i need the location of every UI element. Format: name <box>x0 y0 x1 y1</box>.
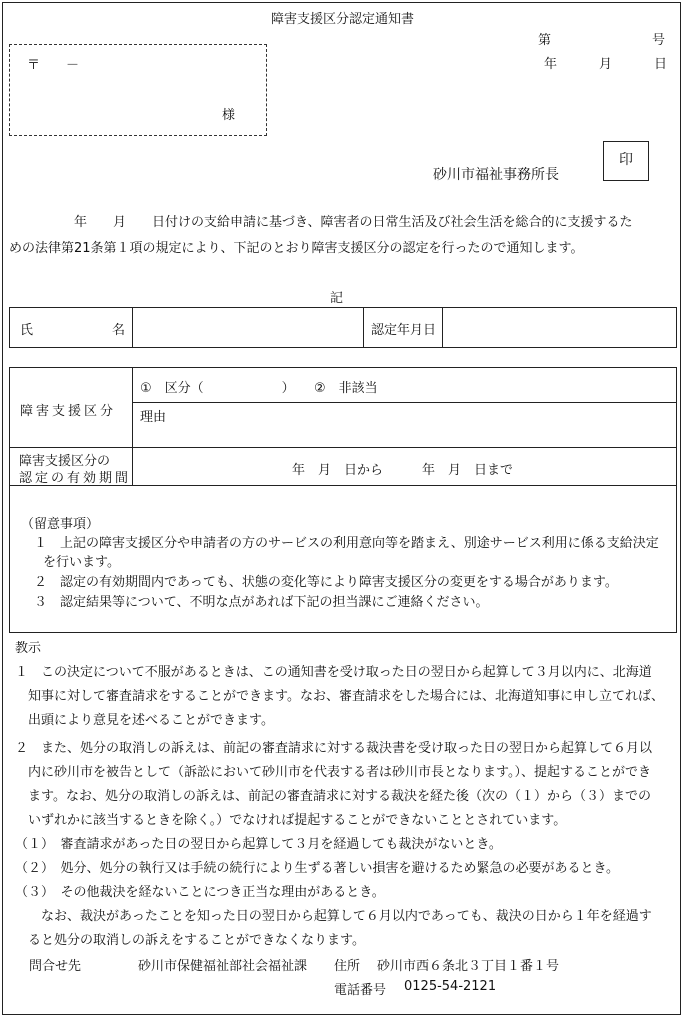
contact-address: 砂川市西６条北３丁目１番１号 <box>377 959 560 974</box>
notes-heading: （留意事項） <box>21 517 100 532</box>
category-option-1: ① 区分（ ） <box>140 381 295 396</box>
issuer-name: 砂川市福祉事務所長 <box>433 167 559 183</box>
contact-address-label: 住所 <box>334 959 361 974</box>
name-label-2: 名 <box>112 323 126 338</box>
instruction-line: 内に砂川市を被告として（訴訟において砂川市を代表する者は砂川市長となります。）、提起することができ <box>15 765 651 780</box>
ki-label: 記 <box>330 291 344 306</box>
instruction-line: （３） その他裁決を経ないことにつき正当な理由があるとき。 <box>15 885 385 900</box>
instruction-line: １ この決定について不服があるときは、この通知書を受け取った日の翌日から起算して３月以内に、北海道 <box>15 665 652 680</box>
postal-mark: 〒 － <box>27 58 80 73</box>
instruction-line: ると処分の取消しの訴えをすることができなくなります。 <box>15 933 365 948</box>
number-prefix: 第 <box>538 33 552 48</box>
date-month: 月 <box>599 57 613 72</box>
validity-label-2: 認定の有効期間 <box>19 471 132 486</box>
instruction-line: ２ また、処分の取消しの訴えは、前記の審査請求に対する裁決書を受け取った日の翌日から起算して６月以 <box>15 741 653 756</box>
instruction-line: なお、裁決があったことを知った日の翌日から起算して６月以内であっても、裁決の日から１年を経過す <box>15 909 652 924</box>
contact-phone: 0125-54-2121 <box>404 979 497 994</box>
instruction-line: （１） 審査請求があった日の翌日から起算して３月を経過しても裁決がないとき。 <box>15 837 502 852</box>
intro-line-2: めの法律第21条第１項の規定により、下記のとおり障害支援区分の認定を行ったので通知します。 <box>9 241 584 256</box>
note-2: ２ 認定の有効期間内であっても、状態の変化等により障害支援区分の変更をする場合があります。 <box>34 575 618 590</box>
instruction-line: いずれかに該当するときを除く。）でなければ提起することができないこととされています。 <box>15 813 567 828</box>
seal-box: 印 <box>603 141 649 181</box>
contact-department: 砂川市保健福祉部社会福祉課 <box>138 959 308 974</box>
date-year: 年 <box>544 57 558 72</box>
category-label: 障害支援区分 <box>20 404 117 419</box>
recipient-honorific: 様 <box>222 108 236 123</box>
certification-date-label: 認定年月日 <box>371 323 437 338</box>
note-1-line-1: １ 上記の障害支援区分や申請者の方のサービスの利用意向等を踏まえ、別途サービス利用に係る支給決定 <box>34 536 659 551</box>
date-day: 日 <box>654 57 668 72</box>
category-option-2: ② 非該当 <box>314 381 378 396</box>
note-3: ３ 認定結果等について、不明な点があれば下記の担当課にご連絡ください。 <box>34 595 489 610</box>
instruction-line: 出頭により意見を述べることができます。 <box>15 713 274 728</box>
instruction-heading: 教示 <box>15 641 42 656</box>
validity-period-value: 年 月 日から 年 月 日まで <box>292 463 514 478</box>
document-title: 障害支援区分認定通知書 <box>270 12 414 27</box>
intro-line-1: 年 月 日付けの支給申請に基づき、障害者の日常生活及び社会生活を総合的に支援するた <box>48 215 633 230</box>
instruction-line: 知事に対して審査請求をすることができます。なお、審査請求をした場合には、北海道知事に申し立てれば、 <box>15 689 664 704</box>
contact-phone-label: 電話番号 <box>334 983 387 998</box>
number-suffix: 号 <box>652 33 666 48</box>
instruction-line: ます。なお、処分の取消しの訴えは、前記の審査請求に対する裁決を経た後（次の（１）から（３）までの <box>15 789 651 804</box>
instruction-line: （２） 処分、処分の執行又は手続の続行により生ずる著しい損害を避けるため緊急の必要があるとき。 <box>15 861 619 876</box>
contact-label: 問合せ先 <box>29 959 82 974</box>
applicant-table <box>9 307 677 348</box>
note-1-line-2: を行います。 <box>43 555 120 570</box>
validity-label-1: 障害支援区分の <box>19 454 111 469</box>
reason-label: 理由 <box>140 410 167 425</box>
name-label-1: 氏 <box>20 323 34 338</box>
